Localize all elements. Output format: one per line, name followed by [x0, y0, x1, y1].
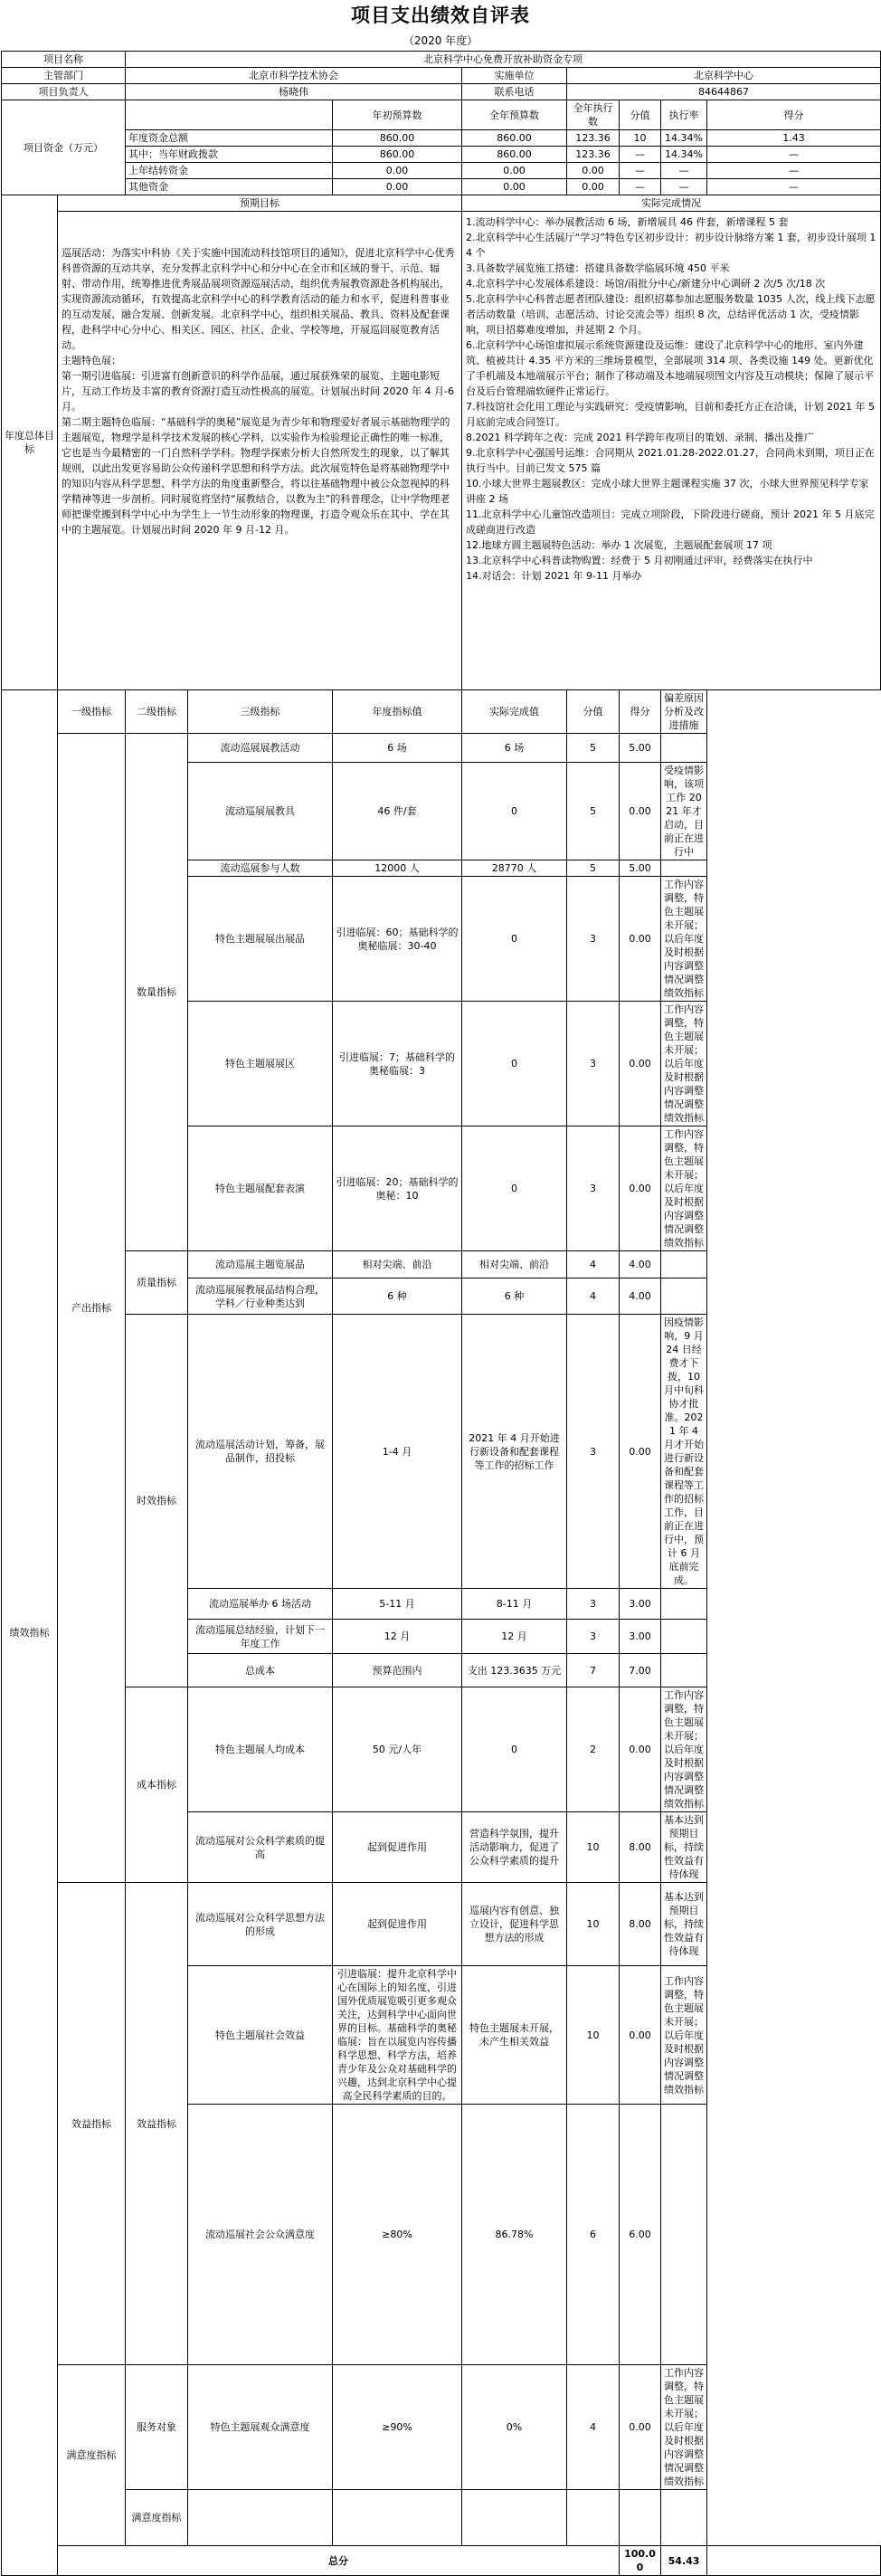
project-name-label: 项目名称: [2, 52, 126, 68]
project-name-value: 北京科学中心免费开放补助资金专项: [126, 52, 881, 68]
year-label: （2020 年度）: [403, 34, 478, 47]
dept-label: 主管部门: [2, 68, 126, 84]
leader-row: [2, 84, 881, 100]
funds-label: 项目资金（万元）: [2, 100, 126, 195]
indicator-row: 流动巡展社会公众满意度 ≥80% 86.78% 6 6.00: [2, 2105, 881, 2365]
indicator-row: 流动巡展展教展品结构合理，学科／行业种类达到 6 种 6 种 4 4.00: [2, 1278, 881, 1315]
unit-label: 实施单位: [462, 68, 567, 84]
indicator-row: 流动巡展举办 6 场活动 5-11 月 8-11 月 3 3.00: [2, 1589, 881, 1620]
page-title: 项目支出绩效自评表: [351, 4, 530, 26]
funds-col-got: 得分: [707, 100, 881, 130]
funds-col-exec: 全年执行数: [567, 100, 620, 130]
funds-col-annual: 全年预算数: [462, 100, 567, 130]
indicator-row: 时效指标 流动巡展活动计划，筹备，展品制作，招投标 1-4 月 2021 年 4 月开始进行新设备和配套课程等工作的招标工作 3 0.00 因疫情影响，9 月 24 日经费才下拨，10 月中旬科协才批准。2021 年 4 月才开始进行新设备和配套课程等工作的招标工作，目前正在进行中，预计 6 月底前完成。: [2, 1315, 881, 1589]
goals-actual-text: 1.流动科学中心：举办展教活动 6 场，新增展具 46 件套，新增课程 5 套 2.北京科学中心生活展厅“学习”特色专区初步设计：初步设计脉络方案 1 套，初步设计展项 14 个 3.具备数学展览施工搭建：搭建具备数学临展环境 450 平米 4.北京科学中心发展体系建设：场馆/雨批分中心/新建分中心调研 2 次/5 次/18 次 5.北京科学中心科普志愿者团队建设：组织招募参加志愿服务数量 1035 人次，线上线下志愿者活动数量（培训、志愿活动、讨论交流会等）组织 8 次，总结评优活动 1 次，受疫情影响，项目招募难度增加，并延期 2 个月。 6.北京科学中心场馆虚拟展示系统资源建设及运维：建设了北京科学中心的地形、室内外建筑、植被共计 4.35 平方米的三维场景模型，全部展项 314 项、各类设施 149 处。更新优化了手机端及本地端展示平台；制作了移动端及本地端展项图文内容及互动模块；保障了展示平台及后台管理端软硬件正常运行。 7.科技馆社会化用工理论与实践研究：受疫情影响，目前和委托方正在洽谈，计划 2021 年 5 月底前完成合同签订。 8.2021 科学跨年之夜：完成 2021 科学跨年夜项目的策划、录制、播出及推广 9.北京科学中心强国号运维：合同期从 2021.01.28-2022.01.27，合同尚未到期，项目正在执行当中。目前已发文 575 篇 10.小球大世界主题展教区：完成小球大世界主题课程实施 37 次，小球大世界预见科学专家讲座 2 场 11.北京科学中心儿童馆改造项目：完成立项阶段，下阶段进行磋商，预计 2021 年 5 月底完成磋商进行改造 12.地球方圆主题展特色活动：举办 1 次展览，主题展配套展项 17 项 13.北京科学中心科普读物购置：经费于 5 月初刚通过评审，经费落实在执行中 14.对话会：计划 2021 年 9-11 月举办: [462, 212, 881, 690]
indicator-row: 总成本 预算范围内 支出 123.3635 万元 7 7.00: [2, 1654, 881, 1687]
goals-content-row: [2, 212, 881, 690]
indicator-row: 产出指标 数量指标 流动巡展展教活动 6 场 6 场 5 5.00: [2, 734, 881, 763]
department-row: [2, 68, 881, 84]
goals-label: 年度总体目标: [2, 195, 58, 690]
project-name-row: [2, 52, 881, 68]
indicator-row: 流动巡展对公众科学素质的提高 起到促进作用 营造科学氛围，提升活动影响力，促进了公众科学素质的提升 10 8.00 基本达到预期目标，持续性效益有待体现: [2, 1812, 881, 1883]
indicator-row: 特色主题展社会效益 引进临展：提升北京科学中心在国际上的知名度，引进国外优质展览吸引更多观众关注，达到科学中心面向世界的目标。基础科学的奥秘临展：旨在以展览内容传播科学思想、科学方法，培养青少年及公众对基础科学的兴趣，达到北京科学中心提高全民科学素质的目的。 特色主题展未开展，未产生相关效益 10 0.00 工作内容调整，特色主题展未开展；以后年度及时根据内容调整情况调整绩效指标: [2, 1966, 881, 2105]
goals-actual-header: 实际完成情况: [462, 195, 881, 212]
indicator-row: 流动巡展展教具 46 件/套 0 5 0.00 受疫情影响，该项工作 2021 年才启动，目前正在进行中: [2, 763, 881, 860]
total-row: [2, 2546, 881, 2576]
indicator-row: 满意度指标 服务对象 特色主题展观众满意度 ≥90% 0% 4 0.00 工作内容调整，特色主题展未开展；以后年度及时根据内容调整情况调整绩效指标: [2, 2365, 881, 2490]
indicator-row: 特色主题展展区 引进临展：7；基础科学的奥秘临展：3 0 3 0.00 工作内容调整，特色主题展未开展；以后年度及时根据内容调整情况调整绩效指标: [2, 1002, 881, 1126]
unit-value: 北京科学中心: [567, 68, 881, 84]
leader-value: 杨晓伟: [126, 84, 462, 100]
phone-value: 84644867: [567, 84, 881, 100]
funds-col-initial: 年初预算数: [333, 100, 462, 130]
cost-label: 成本指标: [126, 1687, 188, 1883]
satisfaction-label: 满意度指标: [58, 2365, 126, 2546]
evaluation-table: [1, 51, 881, 2576]
funds-row: 上年结转资金 0.00 0.00 0.00 — — —: [2, 163, 881, 179]
indicator-row: 流动巡展参与人数 12000 人 28770 人 5 5.00: [2, 860, 881, 877]
total-weight: 100.00: [620, 2546, 661, 2576]
timeliness-label: 时效指标: [126, 1315, 188, 1687]
funds-row: 其他资金 0.00 0.00 0.00 — — —: [2, 179, 881, 195]
perf-label: 绩效指标: [2, 690, 58, 2576]
indicator-header-row: 绩效指标 一级指标 二级指标 三级指标 年度指标值 实际完成值 分值 得分 偏差原因分析及改进措施: [2, 690, 881, 734]
indicator-row: 特色主题展展出展品 引进临展：60；基础科学的奥秘临展：30-40 0 3 0.00 工作内容调整，特色主题展未开展；以后年度及时根据内容调整情况调整绩效指标: [2, 877, 881, 1002]
satisfaction-sub-label: 满意度指标: [126, 2490, 188, 2546]
benefit-sub-label: 效益指标: [126, 1883, 188, 2365]
indicator-row: 流动巡展总结经验，计划下一年度工作 12 月 12 月 3 3.00: [2, 1620, 881, 1654]
funds-col-rate: 执行率: [661, 100, 707, 130]
funds-col-score: 分值: [620, 100, 661, 130]
funds-row: 其中：当年财政拨款 860.00 860.00 123.36 — 14.34% —: [2, 147, 881, 163]
funds-row: 年度资金总额 860.00 860.00 123.36 10 14.34% 1.43: [2, 130, 881, 147]
quantity-label: 数量指标: [126, 734, 188, 1251]
total-label: 总分: [58, 2546, 620, 2576]
phone-label: 联系电话: [462, 84, 567, 100]
benefit-label: 效益指标: [58, 1883, 126, 2365]
quality-label: 质量指标: [126, 1251, 188, 1315]
dept-value: 北京市科学技术协会: [126, 68, 462, 84]
indicator-row: 质量指标 流动巡展主题览展品 相对尖端、前沿 相对尖端、前沿 4 4.00: [2, 1251, 881, 1278]
output-label: 产出指标: [58, 734, 126, 1883]
goals-expected-header: 预期目标: [58, 195, 462, 212]
indicator-row: 效益指标 效益指标 流动巡展对公众科学思想方法的形成 起到促进作用 巡展内容有创意、独立设计，促进科学思想方法的形成 10 8.00 基本达到预期目标，持续性效益有待体现: [2, 1883, 881, 1966]
leader-label: 项目负责人: [2, 84, 126, 100]
goals-expected-text: 巡展活动：为落实中科协《关于实施中国流动科技馆项目的通知》，促进北京科学中心优秀科普资源的互动共享，充分发挥北京科学中心和分中心在全市和区域的誉干、示范、辐射、带动作用，统筹推进优秀展品展项资源巡展活动，组织优秀展教资源赴各机构展出，实现资源流动循环，有效提高北京科学中心的科学教育活动的能力和水平，促进科普事业的互动发展、融合发展、创新发展。北京科学中心，组织相关展品、教具、资料及配套课程，赴科学中心分中心、相关区、园区、社区、企业、学校等地，开展巡回展览教育活动。 主题特色展： 第一期引进临展：引进富有创新意识的科学作品展，通过展获殊荣的展览、主题电影短片，互动工作坊及丰富的教育资源打造互动性极高的展览。计划展出时间 2020 年 4 月-6 月。 第二期主题特色临展：“基础科学的奥秘”展览是为青少年和物理爱好者展示基础物理学的主题展览，物理学是科学技术发展的核心学科，以实验作为检验理论正确性的唯一标准，它也是当今最精密的一门自然科学学科。物理学探索分析大自然所发生的现象，以了解其规则，以此出发更容易助公众传递科学思想和科学方法。此次展览特色是将基础物理学中的知识内容从科学思想、科学方法的角度重新整合，将以往基础物理中被公众忽视掉的科学精神等进一步剖析。同时展览将坚持“展教结合，以教为主”的科普理念，让中学物理老师把课堂搬到科学中心中为学生上一节生动形象的物理课，打造令观众乐在其中、学在其中的主题展览。计划展出时间 2020 年 9 月-12 月。: [58, 212, 462, 690]
indicator-row: 特色主题展配套表演 引进临展：20；基础科学的奥秘：10 0 3 0.00 工作内容调整，特色主题展未开展；以后年度及时根据内容调整情况调整绩效指标: [2, 1126, 881, 1251]
funds-header-row: [2, 100, 881, 130]
total-score: 54.43: [661, 2546, 707, 2576]
service-object-label: 服务对象: [126, 2365, 188, 2490]
indicator-row: 成本指标 特色主题展人均成本 50 元/人年 0 2 0.00 工作内容调整，特色主题展未开展；以后年度及时根据内容调整情况调整绩效指标: [2, 1687, 881, 1812]
indicator-row: [2, 2490, 881, 2546]
goals-header-row: [2, 195, 881, 212]
